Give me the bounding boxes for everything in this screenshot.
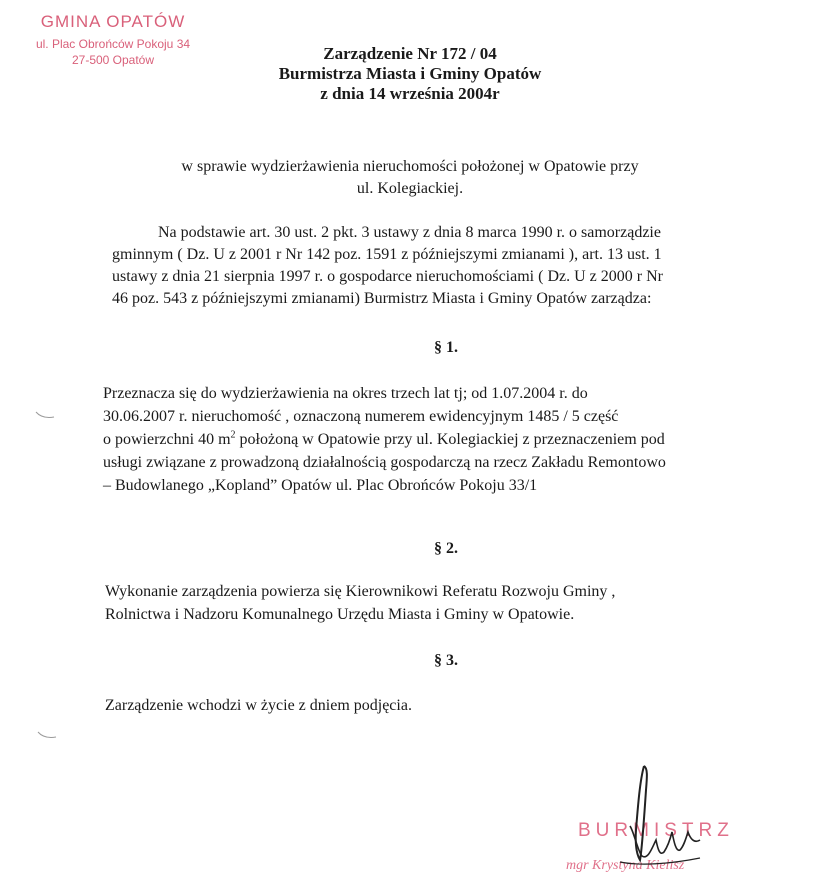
section-1-line-1: Przeznacza się do wydzierżawienia na okres trzech lat tj; od 1.07.2004 r. do bbox=[103, 385, 588, 402]
header-line-3: z dnia 14 września 2004r bbox=[320, 84, 500, 103]
section-3-title: § 3. bbox=[434, 652, 458, 669]
subject-line-1: w sprawie wydzierżawienia nieruchomości położonej w Opatowie przy bbox=[181, 158, 639, 175]
signature-block bbox=[560, 760, 800, 880]
section-1-line-3b: położoną w Opatowie przy ul. Kolegiackiej z przeznaczeniem pod bbox=[235, 431, 665, 448]
handwritten-signature-icon bbox=[560, 760, 800, 880]
preamble-line-2: gminnym ( Dz. U z 2001 r Nr 142 poz. 1591 z późniejszymi zmianami ), art. 13 ust. 1 bbox=[112, 246, 662, 263]
preamble-line-3: ustawy z dnia 21 sierpnia 1997 r. o gospodarce nieruchomościami ( Dz. U z 2000 r Nr bbox=[112, 268, 663, 285]
preamble-line-1: Na podstawie art. 30 ust. 2 pkt. 3 ustawy z dnia 8 marca 1990 r. o samorządzie bbox=[158, 224, 661, 241]
section-1-title: § 1. bbox=[434, 339, 458, 356]
section-2-title: § 2. bbox=[434, 540, 458, 557]
subject-line-2: ul. Kolegiackiej. bbox=[356, 180, 464, 197]
header-line-1: Zarządzenie Nr 172 / 04 bbox=[323, 44, 497, 63]
section-1-line-4: usługi związane z prowadzoną działalnością gospodarczą na rzecz Zakładu Remontowo bbox=[103, 454, 666, 471]
section-1-line-2: 30.06.2007 r. nieruchomość , oznaczoną numerem ewidencyjnym 1485 / 5 część bbox=[103, 408, 619, 425]
punch-mark-icon bbox=[34, 410, 58, 420]
punch-mark-icon bbox=[36, 730, 60, 740]
municipality-stamp bbox=[18, 12, 208, 67]
mayor-stamp-name: mgr Krystyna Kielisz bbox=[566, 858, 685, 873]
section-3-line-1: Zarządzenie wchodzi w życie z dniem podjęcia. bbox=[105, 697, 412, 714]
stamp-name: GMINA OPATÓW bbox=[40, 12, 186, 31]
header-line-2: Burmistrza Miasta i Gminy Opatów bbox=[278, 64, 542, 83]
section-1-text bbox=[103, 382, 666, 497]
section-1-line-5: – Budowlanego „Kopland” Opatów ul. Plac Obrońców Pokoju 33/1 bbox=[103, 477, 538, 494]
preamble bbox=[100, 222, 780, 310]
section-2-text bbox=[105, 580, 615, 626]
document-header bbox=[200, 44, 620, 104]
stamp-address: ul. Plac Obrońców Pokoju 34 bbox=[35, 37, 191, 51]
section-1-line-3 bbox=[103, 428, 666, 451]
section-3-text bbox=[105, 694, 412, 717]
stamp-postal: 27-500 Opatów bbox=[71, 53, 155, 67]
preamble-line-4: 46 poz. 543 z późniejszymi zmianami) Burmistrz Miasta i Gminy Opatów zarządza: bbox=[112, 290, 652, 307]
section-2-line-1: Wykonanie zarządzenia powierza się Kierownikowi Referatu Rozwoju Gminy , bbox=[105, 583, 616, 600]
mayor-stamp-title: BURMISTRZ bbox=[578, 820, 734, 841]
superscript-2: 2 bbox=[230, 429, 236, 441]
document-subject bbox=[120, 156, 700, 200]
section-1-line-3a: o powierzchni 40 m bbox=[103, 431, 231, 448]
section-2-line-2: Rolnictwa i Nadzoru Komunalnego Urzędu Miasta i Gminy w Opatowie. bbox=[105, 606, 575, 623]
